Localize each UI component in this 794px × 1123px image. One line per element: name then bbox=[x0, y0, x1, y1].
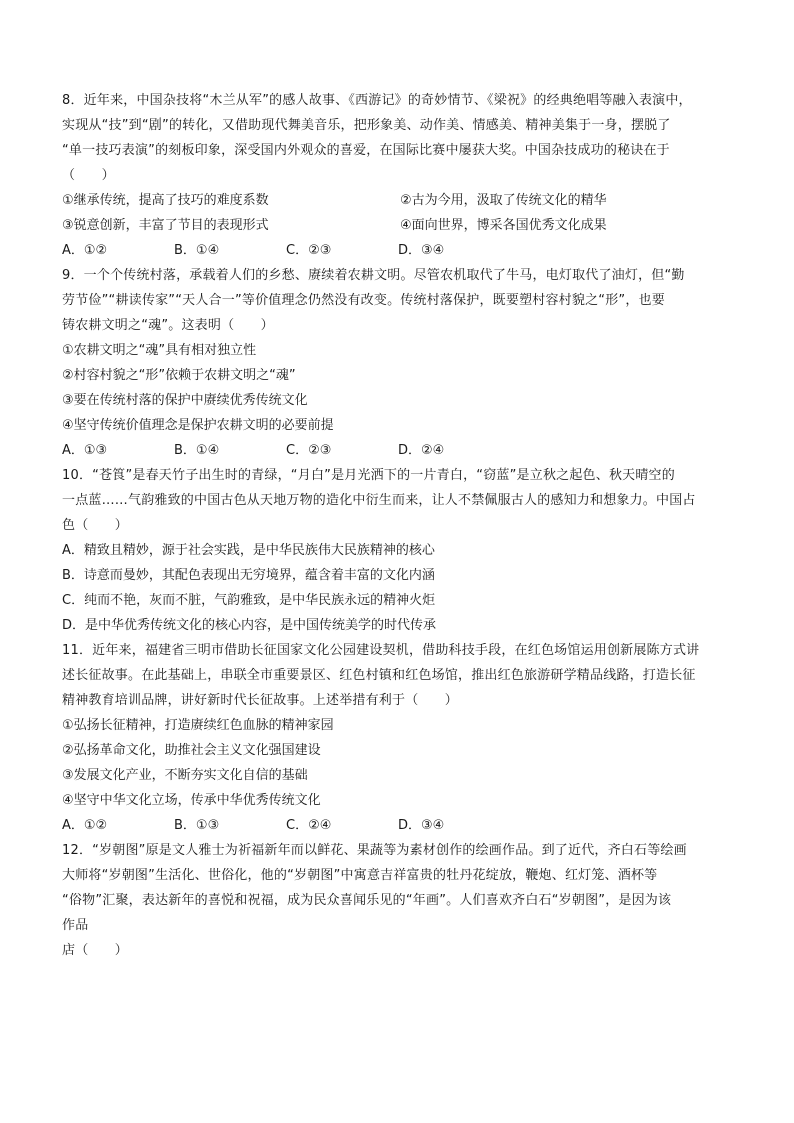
question-9-line-3: 铸农耕文明之“魂”。这表明（ ） bbox=[62, 318, 274, 333]
question-11-line-2: 述长征故事。在此基础上，串联全市重要景区、红色村镇和红色场馆，推出红色旅游研学精品线路，打造长征 bbox=[62, 668, 696, 683]
question-10-line-1: 10．“苍筤”是春天竹子出生时的青绿，“月白”是月光洒下的一片青白，“窃蓝”是立秋之起色、秋天晴空的 bbox=[62, 468, 675, 483]
question-8 bbox=[62, 88, 738, 263]
exam-content bbox=[62, 88, 738, 963]
question-11-line-1: 11．近年来，福建省三明市借助长征国家文化公园建设契机，借助科技手段，在红色场馆运用创新展陈方式讲 bbox=[62, 643, 700, 658]
question-12-line-3: “俗物”汇聚，表达新年的喜悦和祝福，成为民众喜闻乐见的“年画”。人们喜欢齐白石“岁朝图”，是因为该 bbox=[62, 893, 672, 908]
question-11-line-3: 精神教育培训品牌，讲好新时代长征故事。上述举措有利于（ ） bbox=[62, 693, 459, 708]
question-12-line-4: 作品 bbox=[62, 918, 89, 933]
question-9-choice-d: D．②④ bbox=[398, 443, 445, 458]
question-8-choice-d: D．③④ bbox=[398, 243, 445, 258]
question-12-line-5: 店（ ） bbox=[62, 943, 129, 958]
question-8-option-3: ③锐意创新，丰富了节目的表现形式 bbox=[62, 218, 269, 233]
question-8-line-4: （ ） bbox=[62, 168, 115, 183]
question-10 bbox=[62, 463, 738, 638]
question-8-option-4: ④面向世界，博采各国优秀文化成果 bbox=[400, 218, 607, 233]
question-9-choice-c: C．②③ bbox=[286, 443, 332, 458]
question-10-option-b: B．诗意而曼妙，其配色表现出无穷境界，蕴含着丰富的文化内涵 bbox=[62, 568, 435, 583]
question-8-line-3: “单一技巧表演”的刻板印象，深受国内外观众的喜爱，在国际比赛中屡获大奖。中国杂技成功的秘诀在于 bbox=[62, 143, 670, 158]
question-11-choices bbox=[62, 813, 738, 838]
question-11-choice-d: D．③④ bbox=[398, 818, 445, 833]
question-8-option-1: ①继承传统，提高了技巧的难度系数 bbox=[62, 193, 269, 208]
question-8-choices bbox=[62, 238, 738, 263]
question-9-option-4: ④坚守传统价值理念是保护农耕文明的必要前提 bbox=[62, 418, 334, 433]
question-8-options-row-2 bbox=[62, 213, 738, 238]
question-9-choices bbox=[62, 438, 738, 463]
question-10-option-c: C．纯而不艳，灰而不脏，气韵雅致，是中华民族永远的精神火炬 bbox=[62, 593, 436, 608]
question-12-line-1: 12．“岁朝图”原是文人雅士为祈福新年而以鲜花、果蔬等为素材创作的绘画作品。到了近代，齐白石等绘画 bbox=[62, 843, 687, 858]
question-8-choice-b: B．①④ bbox=[174, 243, 220, 258]
question-12-line-2: 大师将“岁朝图”生活化、世俗化，他的“岁朝图”中寓意吉祥富贵的牡丹花绽放，鞭炮、红灯笼、酒杯等 bbox=[62, 868, 658, 883]
question-9-choice-b: B．①④ bbox=[174, 443, 220, 458]
question-8-choice-c: C．②③ bbox=[286, 243, 332, 258]
question-9-option-1: ①农耕文明之“魂”具有相对独立性 bbox=[62, 343, 257, 358]
question-12 bbox=[62, 838, 738, 963]
question-11-option-2: ②弘扬革命文化，助推社会主义文化强国建设 bbox=[62, 743, 321, 758]
question-10-line-3: 色（ ） bbox=[62, 518, 129, 533]
question-11-choice-a: A．①② bbox=[62, 818, 108, 833]
question-11-choice-c: C．②④ bbox=[286, 818, 332, 833]
question-9-line-2: 劳节俭”“耕读传家”“天人合一”等价值理念仍然没有改变。传统村落保护，既要塑村容村貌之“形”，也要 bbox=[62, 293, 665, 308]
question-11 bbox=[62, 638, 738, 838]
question-10-option-d: D．是中华优秀传统文化的核心内容，是中国传统美学的时代传承 bbox=[62, 618, 437, 633]
question-11-option-1: ①弘扬长征精神，打造赓续红色血脉的精神家园 bbox=[62, 718, 334, 733]
question-8-options-row-1 bbox=[62, 188, 738, 213]
question-11-option-4: ④坚守中华文化立场，传承中华优秀传统文化 bbox=[62, 793, 321, 808]
question-10-line-2: 一点蓝……气韵雅致的中国古色从天地万物的造化中衍生而来，让人不禁佩服古人的感知力和想象力。中国占 bbox=[62, 493, 696, 508]
question-11-option-3: ③发展文化产业，不断夯实文化自信的基础 bbox=[62, 768, 308, 783]
question-8-line-2: 实现从“技”到“剧”的转化，又借助现代舞美音乐，把形象美、动作美、情感美、精神美集于一身，摆脱了 bbox=[62, 118, 671, 133]
question-9-option-2: ②村容村貌之“形”依赖于农耕文明之“魂” bbox=[62, 368, 296, 383]
question-8-option-2: ②古为今用，汲取了传统文化的精华 bbox=[400, 193, 607, 208]
question-9 bbox=[62, 263, 738, 463]
question-8-choice-a: A．①② bbox=[62, 243, 108, 258]
question-9-option-3: ③要在传统村落的保护中赓续优秀传统文化 bbox=[62, 393, 308, 408]
question-9-line-1: 9．一个个传统村落，承载着人们的乡愁、赓续着农耕文明。尽管农机取代了牛马，电灯取代了油灯，但“勤 bbox=[62, 268, 685, 283]
question-8-line-1: 8．近年来，中国杂技将“木兰从军”的感人故事、《西游记》的奇妙情节、《梁祝》的经典绝唱等融入表演中， bbox=[62, 93, 692, 108]
question-9-choice-a: A．①③ bbox=[62, 443, 108, 458]
question-11-choice-b: B．①③ bbox=[174, 818, 220, 833]
question-10-option-a: A．精致且精妙，源于社会实践，是中华民族伟大民族精神的核心 bbox=[62, 543, 435, 558]
